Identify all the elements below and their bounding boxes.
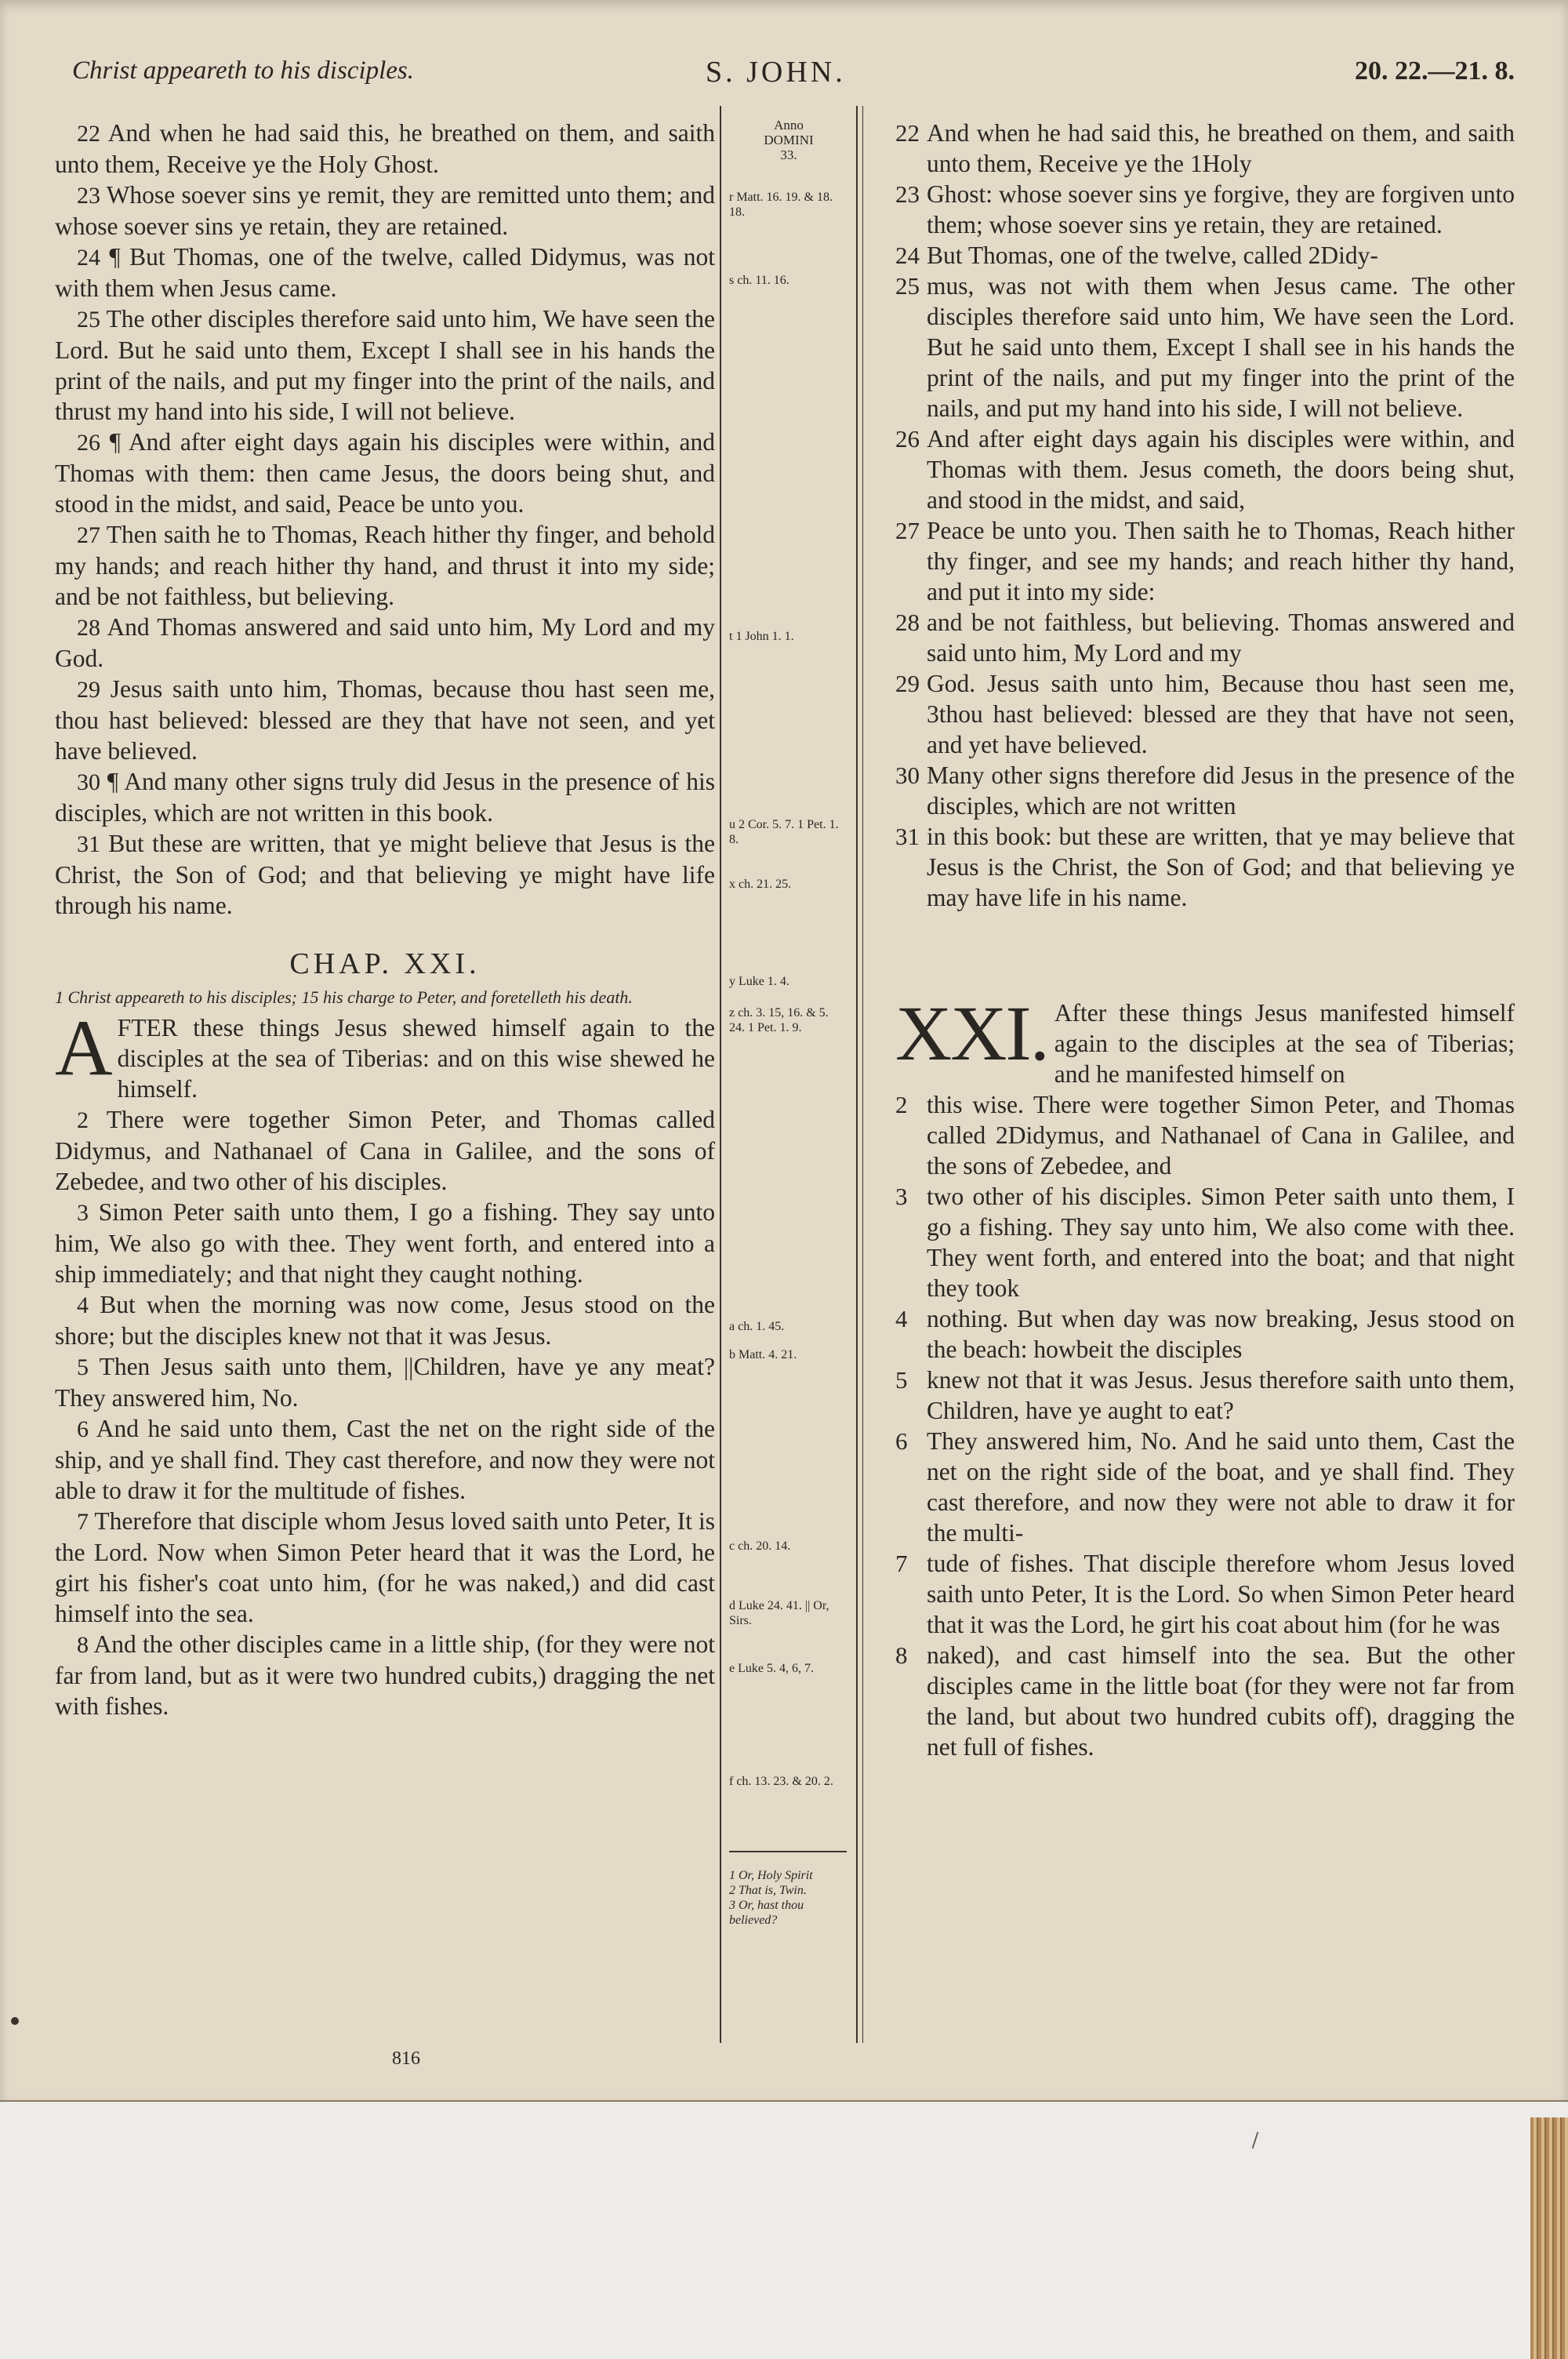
verse: 2 this wise. There were together Simon Peter, and Thomas called 2Didymus, and Nathanael of Cana in Galilee, and the sons of Zebedee, and <box>895 1091 1515 1180</box>
cross-reference: x ch. 21. 25. <box>729 878 792 891</box>
column-rule-left <box>720 106 721 2043</box>
column-rule-right <box>856 106 858 2043</box>
verse: 5 Then Jesus saith unto them, ||Children, have ye any meat? They answered him, No. <box>55 1353 715 1412</box>
cross-reference: t 1 John 1. 1. <box>729 630 794 643</box>
cross-reference: f ch. 13. 23. & 20. 2. <box>729 1775 833 1788</box>
running-head-reference: 20. 22.—21. 8. <box>1355 56 1515 85</box>
verse: 7 Therefore that disciple whom Jesus loved saith unto Peter, It is the Lord. Now when Simon Peter heard that it was the Lord, he girt his fisher's coat unto him, (for he was naked,) and did cast himself into the sea. <box>55 1507 715 1627</box>
verse: 27 Peace be unto you. Then saith he to Thomas, Reach hither thy finger, and see my hands; and reach hither thy hand, and put it into my side: <box>895 517 1515 605</box>
cross-reference: u 2 Cor. 5. 7. 1 Pet. 1. 8. <box>729 818 839 846</box>
verse: 26 And after eight days again his disciples were within, and Thomas with them. Jesus cometh, the doors being shut, and stood in the midst, and said, <box>895 425 1515 514</box>
cross-reference: z ch. 3. 15, 16. & 5. 24. 1 Pet. 1. 9. <box>729 1006 829 1034</box>
verse: 24 But Thomas, one of the twelve, called 2Didy- <box>895 242 1378 269</box>
cross-reference: r Matt. 16. 19. & 18. 18. <box>729 191 833 219</box>
cross-reference: s ch. 11. 16. <box>729 274 789 287</box>
verse: 3 Simon Peter saith unto them, I go a fishing. They say unto him, We also go with thee. They went forth, and entered into a ship immediately; and that night they caught nothing. <box>55 1198 716 1288</box>
chapter-heading: CHAP. XXI. <box>289 947 481 980</box>
cross-reference: y Luke 1. 4. <box>729 975 789 988</box>
chapter-summary: 1 Christ appeareth to his disciples; 15 his charge to Peter, and foretelleth his death. <box>55 987 633 1007</box>
verse: 7 tude of fishes. That disciple therefore whom Jesus loved saith unto Peter, It is the Lord. So when Simon Peter heard that it was the Lord, he girt his coat about him (for he was <box>895 1550 1515 1638</box>
verse: 5 knew not that it was Jesus. Jesus therefore saith unto them, Children, have ye aught to eat? <box>895 1366 1515 1424</box>
verse: 23 Whose soever sins ye remit, they are remitted unto them; and whose soever sins ye retain, they are retained. <box>55 181 715 240</box>
verse: 29 Jesus saith unto him, Thomas, because thou hast seen me, thou hast believed: blessed are they that have not seen, and yet have believed. <box>55 675 715 765</box>
table-surface <box>0 2102 1568 2359</box>
verse: 2 There were together Simon Peter, and Thomas called Didymus, and Nathanael of Cana in Galilee, and the sons of Zebedee, and two other of his disciples. <box>55 1106 715 1195</box>
cross-reference: a ch. 1. 45. <box>729 1320 785 1333</box>
verse: 26 ¶ And after eight days again his disciples were within, and Thomas with them: then came Jesus, the doors being shut, and stood in the midst, and said, Peace be unto you. <box>55 428 715 518</box>
verse: 25 mus, was not with them when Jesus came. The other disciples therefore said unto him, We have seen the Lord. But he said unto them, Except I shall see in his hands the print of the nails, and put my finger into the print of the nails, and put my hand into his side, I will not believe. <box>895 272 1515 422</box>
right-text-column <box>895 118 1515 1762</box>
footnotes: 1 Or, Holy Spirit 2 That is, Twin. 3 Or, hast thou believed? <box>729 1869 813 1927</box>
verse: 31 But these are written, that ye might believe that Jesus is the Christ, the Son of God; and that believing ye might have life through his name. <box>55 830 715 919</box>
verse: 28 And Thomas answered and said unto him, My Lord and my God. <box>55 613 715 672</box>
verse: 31 in this book: but these are written, that ye may believe that Jesus is the Christ, the Son of God; and that believing ye may have life in his name. <box>895 823 1515 911</box>
chapter-numeral: XXI. <box>895 990 1048 1077</box>
verse: 6 They answered him, No. And he said unto them, Cast the net on the right side of the boat, and ye shall find. They cast therefore, and now they were not able to draw it for the multi- <box>895 1427 1515 1547</box>
anno-domini: Anno DOMINI 33. <box>764 118 814 162</box>
verse: 22 And when he had said this, he breathed on them, and saith unto them, Receive ye the Holy Ghost. <box>55 119 715 178</box>
verse: 28 and be not faithless, but believing. Thomas answered and said unto him, My Lord and my <box>895 609 1515 667</box>
verse: 22 And when he had said this, he breathed on them, and saith unto them, Receive ye the 1Holy <box>895 119 1515 177</box>
verse: 25 The other disciples therefore said unto him, We have seen the Lord. But he said unto them, Except I shall see in his hands the print of the nails, and put my finger into the print of the nails, and thrust my hand into his side, I will not believe. <box>55 305 715 425</box>
drop-cap: A <box>55 1004 113 1092</box>
verse: 4 nothing. But when day was now breaking, Jesus stood on the beach: howbeit the disciples <box>895 1305 1515 1363</box>
running-head-left: Christ appeareth to his disciples. <box>72 56 415 85</box>
column-rule-right-inner <box>862 106 863 2043</box>
verse: 8 naked), and cast himself into the sea. But the other disciples came in the little boat (for they were not far from the land, but about two hundred cubits off), dragging the net full of fishes. <box>895 1641 1515 1761</box>
chapter-first-verse: A FTER these things Jesus shewed himself again to the disciples at the sea of Tiberias: and on this wise shewed he himself. <box>55 1004 715 1103</box>
page-number: 816 <box>392 2048 420 2069</box>
verse: 4 But when the morning was now come, Jesus stood on the shore; but the disciples knew not that it was Jesus. <box>55 1291 716 1350</box>
bookmark-ribbon <box>1530 2117 1568 2359</box>
cross-reference: d Luke 24. 41. || Or, Sirs. <box>729 1599 829 1627</box>
verse: 30 ¶ And many other signs truly did Jesus in the presence of his disciples, which are not written in this book. <box>55 768 715 827</box>
running-head-book: S. JOHN. <box>706 56 846 89</box>
verse: 6 And he said unto them, Cast the net on the right side of the ship, and ye shall find. They cast therefore, and now they were not able to draw it for the multitude of fishes. <box>55 1415 715 1504</box>
cross-reference: c ch. 20. 14. <box>729 1539 791 1553</box>
verse: 24 ¶ But Thomas, one of the twelve, called Didymus, was not with them when Jesus came. <box>55 243 715 302</box>
ink-dot <box>11 2017 19 2025</box>
verse: 3 two other of his disciples. Simon Peter saith unto them, I go a fishing. They say unto him, We also come with thee. They went forth, and entered into the boat; and that night they took <box>895 1183 1515 1302</box>
footnote-separator <box>729 1851 847 1852</box>
verse: 29 God. Jesus saith unto him, Because thou hast seen me, 3thou hast believed: blessed are they that have not seen, and yet have believed. <box>895 670 1515 758</box>
verse: 30 Many other signs therefore did Jesus in the presence of the disciples, which are not written <box>895 761 1515 820</box>
cross-reference: b Matt. 4. 21. <box>729 1348 797 1361</box>
verse: 8 And the other disciples came in a little ship, (for they were not far from land, but as it were two hundred cubits,) dragging the net with fishes. <box>55 1630 715 1720</box>
verse: 27 Then saith he to Thomas, Reach hither thy finger, and behold my hands; and reach hither thy hand, and thrust it into my side; and be not faithless, but believing. <box>55 521 715 610</box>
chapter-first-verse: XXI. After these things Jesus manifested himself again to the disciples at the sea of Tiberias; and he manifested himself on <box>895 990 1515 1088</box>
verse: 23 Ghost: whose soever sins ye forgive, they are forgiven unto them; whose soever sins ye retain, they are retained. <box>895 180 1515 238</box>
left-text-column <box>55 118 715 1721</box>
cross-reference: e Luke 5. 4, 6, 7. <box>729 1662 814 1675</box>
center-reference-column <box>729 118 848 1927</box>
